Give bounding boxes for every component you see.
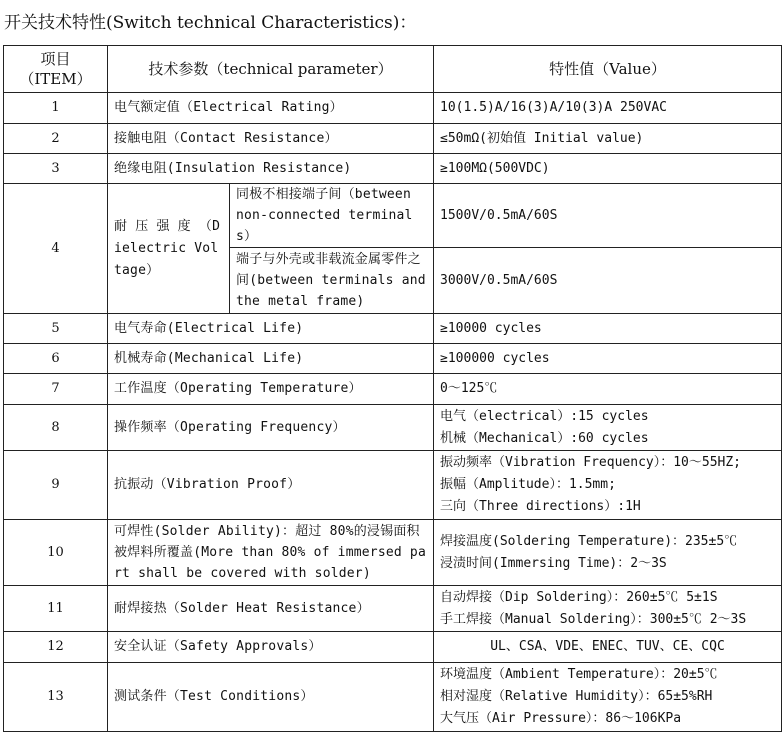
row-value-line: UL、CSA、VDE、ENEC、TUV、CE、CQC: [490, 639, 725, 654]
row-value: [434, 663, 782, 732]
row-subparam-text: 端子与外壳或非载流金属零件之间(between terminals and the metal frame): [236, 252, 426, 309]
row-value-line: 振幅（Amplitude）：1.5mm;: [440, 477, 616, 492]
table-row: [4, 154, 782, 184]
row-number: 2: [4, 124, 108, 154]
row-number: 1: [4, 93, 108, 124]
table-row: [4, 374, 782, 405]
row-value: [434, 248, 782, 314]
row-value-line: 0～125℃: [440, 381, 498, 396]
row-value-line: 大气压（Air Pressure）：86～106KPa: [440, 711, 682, 726]
row-number: 6: [4, 344, 108, 374]
row-param: 工作温度（Operating Temperature）: [108, 374, 434, 405]
row-value-line: 机械（Mechanical）:60 cycles: [440, 430, 649, 446]
table-row: [4, 520, 782, 586]
row-value-line: ≤50mΩ(初始值 Initial value): [440, 130, 644, 146]
row-value-line: 环境温度（Ambient Temperature）：20±5℃: [440, 667, 718, 682]
row-value-line: ≥100000 cycles: [440, 350, 550, 366]
header-item: [4, 46, 108, 93]
row-value-line: 相对湿度（Relative Humidity）：65±5%RH: [440, 689, 713, 704]
row-value: [434, 632, 782, 663]
row-value-line: 浸渍时间(Immersing Time)：2～3S: [440, 555, 667, 571]
row-value: [434, 154, 782, 184]
header-value: 特性值（Value）: [434, 46, 782, 93]
row-param-text: 耐 压 强 度 （Dielectric Voltage）: [114, 218, 221, 278]
table-row: [4, 314, 782, 344]
row-value: [434, 124, 782, 154]
row-param: [108, 184, 230, 314]
row-param: 安全认证（Safety Approvals）: [108, 632, 434, 663]
row-value: [434, 314, 782, 344]
row-subparam: [230, 184, 434, 248]
row-number: 4: [4, 184, 108, 314]
row-value-line: 1500V/0.5mA/60S: [440, 207, 558, 223]
table-row: [4, 344, 782, 374]
row-value: [434, 586, 782, 632]
row-value: [434, 520, 782, 586]
row-value-line: 三向（Three directions）:1H: [440, 499, 641, 514]
row-param: 操作频率（Operating Frequency）: [108, 405, 434, 451]
row-number: 8: [4, 405, 108, 451]
row-value-line: 自动焊接（Dip Soldering）：260±5℃ 5±1S: [440, 589, 718, 605]
row-value-line: ≥100MΩ(500VDC): [440, 160, 550, 176]
table-row: [4, 124, 782, 154]
row-value-line: 手工焊接（Manual Soldering）：300±5℃ 2～3S: [440, 611, 747, 627]
header-param: 技术参数（technical parameter）: [108, 46, 434, 93]
table-row: [4, 586, 782, 632]
table-row: [4, 93, 782, 124]
row-value: [434, 344, 782, 374]
row-number: 7: [4, 374, 108, 405]
row-value: [434, 451, 782, 520]
row-number: 9: [4, 451, 108, 520]
row-value-line: 焊接温度(Soldering Temperature)：235±5℃: [440, 533, 738, 549]
row-param: 测试条件（Test Conditions）: [108, 663, 434, 732]
row-number: 12: [4, 632, 108, 663]
row-value: [434, 374, 782, 405]
row-number: 3: [4, 154, 108, 184]
table-row: [4, 663, 782, 732]
page-title: 开关技术特性(Switch technical Characteristics)：: [4, 13, 417, 33]
table-row: [4, 451, 782, 520]
table-header-row: [4, 46, 782, 93]
characteristics-table: [3, 45, 782, 732]
row-value-line: 振动频率（Vibration Frequency）：10～55HZ;: [440, 455, 742, 470]
row-param: 电气额定值（Electrical Rating）: [108, 93, 434, 124]
row-param-text: 可焊性(Solder Ability)：超过 80%的浸锡面积被焊料所覆盖(More than 80% of immersed part shall be covered with solder): [114, 524, 426, 581]
row-value: [434, 405, 782, 451]
row-param: 绝缘电阻(Insulation Resistance): [108, 154, 434, 184]
row-param: 接触电阻（Contact Resistance）: [108, 124, 434, 154]
row-number: 13: [4, 663, 108, 732]
row-param: [108, 520, 434, 586]
row-value-line: 10(1.5)A/16(3)A/10(3)A 250VAC: [440, 100, 667, 115]
row-subparam-text: 同极不相接端子间（between non-connected terminals）: [236, 187, 413, 244]
row-value: [434, 184, 782, 248]
header-item-en: （ITEM）: [19, 70, 92, 88]
row-value-line: 3000V/0.5mA/60S: [440, 272, 558, 288]
row-param: 电气寿命(Electrical Life): [108, 314, 434, 344]
row-number: 5: [4, 314, 108, 344]
row-value-line: ≥10000 cycles: [440, 320, 542, 336]
row-number: 11: [4, 586, 108, 632]
table-row: [4, 632, 782, 663]
table-row: [4, 184, 782, 248]
header-item-cn: 项目: [40, 50, 71, 68]
row-param: 抗振动（Vibration Proof）: [108, 451, 434, 520]
row-subparam: [230, 248, 434, 314]
table-row: [4, 405, 782, 451]
row-param: 机械寿命(Mechanical Life): [108, 344, 434, 374]
row-value: [434, 93, 782, 124]
row-param: 耐焊接热（Solder Heat Resistance）: [108, 586, 434, 632]
row-value-line: 电气（electrical）:15 cycles: [440, 408, 649, 424]
row-number: 10: [4, 520, 108, 586]
